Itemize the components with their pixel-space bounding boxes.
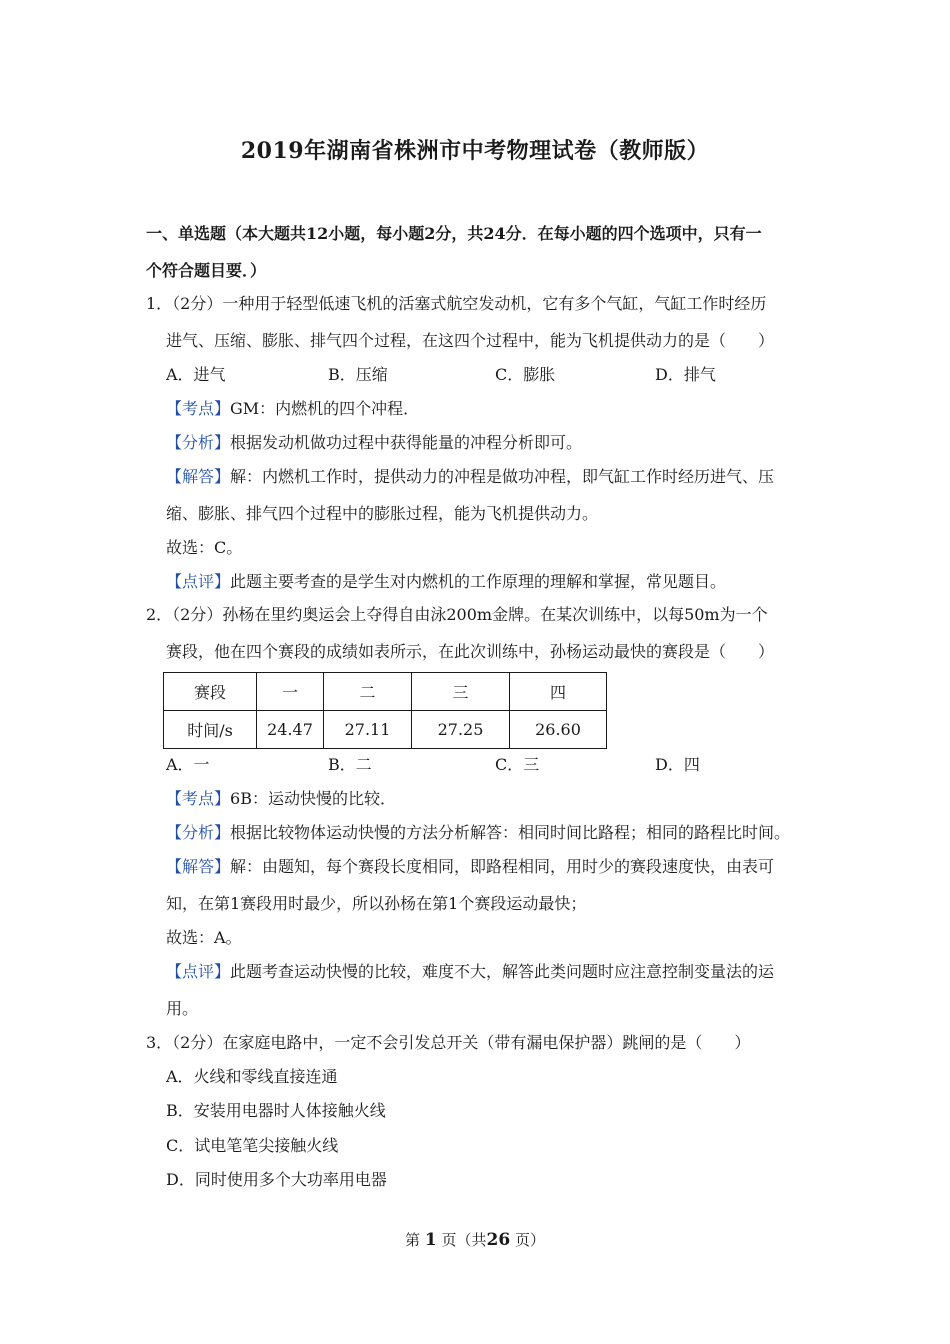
q2-option-a: A．一 [166, 755, 210, 774]
q1-dianping [166, 572, 726, 592]
footer-prefix: 第 [405, 1231, 421, 1249]
score-table [163, 672, 607, 749]
fenxi-tag: 【分析】 [166, 433, 231, 452]
kaodian-tag: 【考点】 [166, 789, 231, 808]
q2-answer: 故选：A。 [166, 928, 242, 947]
dianping-text: 此题主要考查的是学生对内燃机的工作原理的理解和掌握，常见题目。 [230, 572, 727, 591]
q1-jieda-line2: 缩、膨胀、排气四个过程中的膨胀过程，能为飞机提供动力。 [166, 504, 599, 523]
table-cell: 三 [412, 673, 510, 711]
q1-option-c: C．膨胀 [495, 365, 556, 384]
q3-stem: 3．（2分）在家庭电路中，一定不会引发总开关（带有漏电保护器）跳闸的是（ ） [146, 1033, 751, 1052]
dianping-text: 此题考查运动快慢的比较，难度不大，解答此类问题时应注意控制变量法的运 [230, 962, 775, 981]
jieda-tag: 【解答】 [166, 857, 231, 876]
q1-option-d: D．排气 [655, 365, 716, 384]
footer-suffix: 页） [514, 1231, 545, 1249]
table-cell: 四 [510, 673, 607, 711]
kaodian-text: GM：内燃机的四个冲程． [230, 399, 420, 418]
jieda-text: 解：由题知，每个赛段长度相同，即路程相同，用时少的赛段速度快，由表可 [230, 857, 775, 876]
jieda-tag: 【解答】 [166, 467, 231, 486]
page-footer [0, 1229, 950, 1250]
kaodian-tag: 【考点】 [166, 399, 231, 418]
q1-fenxi [166, 433, 582, 453]
q2-option-c: C．三 [495, 755, 540, 774]
table-cell: 一 [257, 673, 324, 711]
q3-option-a: A．火线和零线直接连通 [166, 1067, 338, 1086]
table-header-row [164, 673, 607, 711]
q3-option-b: B．安装用电器时人体接触火线 [166, 1101, 386, 1120]
jieda-text: 解：内燃机工作时，提供动力的冲程是做功冲程，即气缸工作时经历进气、压 [230, 467, 775, 486]
dianping-tag: 【点评】 [166, 962, 231, 981]
footer-mid: 页（共 [441, 1231, 487, 1249]
section-heading-line1: 一、单选题（本大题共12小题，每小题2分，共24分．在每小题的四个选项中，只有一 [146, 224, 762, 243]
q2-jieda-line1 [166, 857, 774, 877]
q2-jieda-line2: 知，在第1赛段用时最少，所以孙杨在第1个赛段运动最快； [166, 894, 587, 913]
table-cell: 24.47 [257, 711, 324, 749]
section-heading-line2: 个符合题目要．） [146, 261, 267, 280]
fenxi-text: 根据发动机做功过程中获得能量的冲程分析即可。 [230, 433, 583, 452]
q1-option-a: A．进气 [166, 365, 226, 384]
fenxi-text: 根据比较物体运动快慢的方法分析解答：相同时间比路程；相同的路程比时间。 [230, 823, 791, 842]
q1-answer: 故选：C。 [166, 538, 243, 557]
q1-stem-line2: 进气、压缩、膨胀、排气四个过程，在这四个过程中，能为飞机提供动力的是（ ） [166, 331, 775, 350]
page-number: 1 [424, 1230, 437, 1250]
table-row [164, 711, 607, 749]
kaodian-text: 6B：运动快慢的比较． [230, 789, 396, 808]
q2-option-d: D．四 [655, 755, 700, 774]
q1-stem-line1: 1．（2分）一种用于轻型低速飞机的活塞式航空发动机，它有多个气缸，气缸工作时经历 [146, 294, 767, 313]
q1-jieda-line1 [166, 467, 774, 487]
q2-kaodian [166, 789, 396, 809]
q1-kaodian [166, 399, 419, 419]
table-cell: 26.60 [510, 711, 607, 749]
q2-stem-line1: 2．（2分）孙杨在里约奥运会上夺得自由泳200m金牌。在某次训练中，以每50m为一个 [146, 605, 768, 624]
page-total: 26 [486, 1230, 511, 1250]
q2-stem-line2: 赛段，他在四个赛段的成绩如表所示，在此次训练中，孙杨运动最快的赛段是（ ） [166, 642, 775, 661]
q2-dianping-line1 [166, 962, 774, 982]
table-cell: 时间/s [164, 711, 257, 749]
table-cell: 二 [324, 673, 412, 711]
fenxi-tag: 【分析】 [166, 823, 231, 842]
table-cell: 27.11 [324, 711, 412, 749]
q3-option-c: C．试电笔笔尖接触火线 [166, 1136, 339, 1155]
page-title: 2019年湖南省株洲市中考物理试卷（教师版） [240, 138, 710, 164]
q2-fenxi [166, 823, 790, 843]
table-cell: 赛段 [164, 673, 257, 711]
q1-option-b: B．压缩 [328, 365, 388, 384]
dianping-tag: 【点评】 [166, 572, 231, 591]
table-cell: 27.25 [412, 711, 510, 749]
q2-option-b: B．二 [328, 755, 372, 774]
q3-option-d: D．同时使用多个大功率用电器 [166, 1170, 387, 1189]
q2-dianping-line2: 用。 [166, 999, 199, 1018]
